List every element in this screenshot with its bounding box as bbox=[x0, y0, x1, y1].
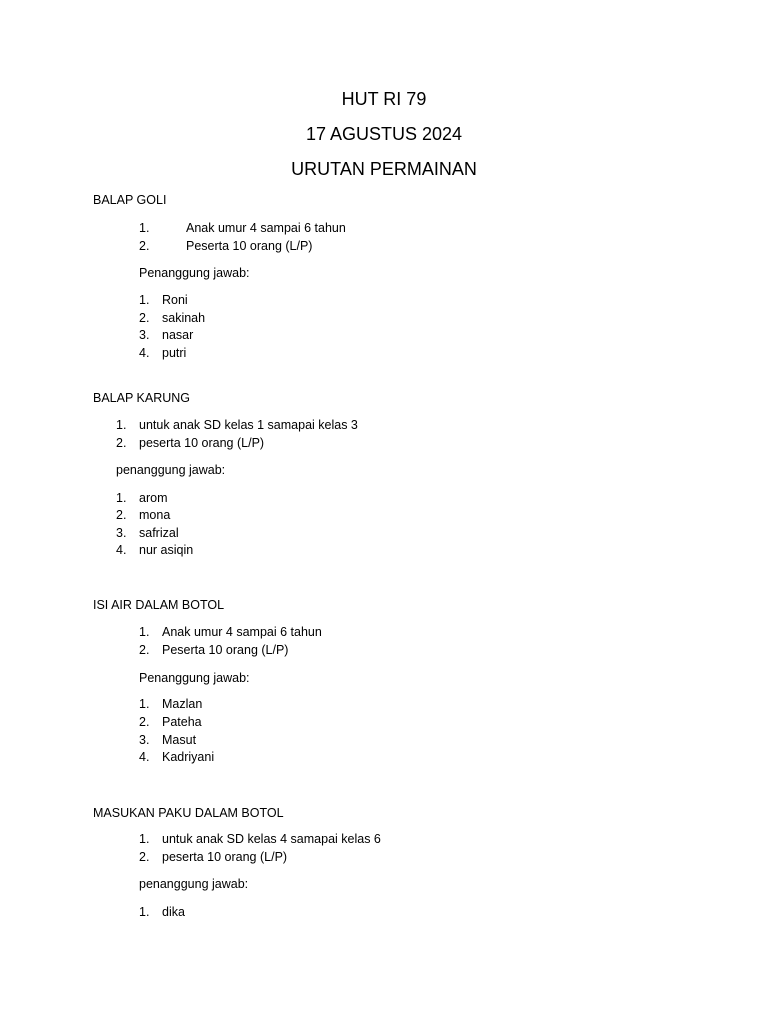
section-heading: BALAP KARUNG bbox=[93, 391, 191, 405]
responsible-number: 2. bbox=[116, 508, 127, 522]
title-date: 17 AGUSTUS 2024 bbox=[305, 124, 463, 144]
responsible-number: 1. bbox=[139, 697, 150, 711]
responsible-label: Penanggung jawab: bbox=[139, 671, 250, 685]
responsible-name: dika bbox=[162, 905, 185, 919]
rule-number: 2. bbox=[139, 239, 150, 253]
rule-text: Peserta 10 orang (L/P) bbox=[162, 643, 289, 657]
responsible-name: nur asiqin bbox=[139, 543, 194, 557]
responsible-number: 4. bbox=[139, 750, 150, 764]
responsible-name: sakinah bbox=[162, 311, 206, 325]
responsible-name: Mazlan bbox=[162, 697, 203, 711]
responsible-name: nasar bbox=[162, 328, 194, 342]
responsible-number: 4. bbox=[139, 346, 150, 360]
responsible-name: Masut bbox=[162, 733, 197, 747]
responsible-number: 2. bbox=[139, 715, 150, 729]
responsible-name: putri bbox=[162, 346, 187, 360]
rule-text: Anak umur 4 sampai 6 tahun bbox=[186, 221, 346, 235]
section-heading: MASUKAN PAKU DALAM BOTOL bbox=[93, 806, 284, 820]
rule-text: Peserta 10 orang (L/P) bbox=[186, 239, 313, 253]
responsible-number: 3. bbox=[139, 328, 150, 342]
rule-number: 2. bbox=[139, 643, 150, 657]
responsible-number: 3. bbox=[139, 733, 150, 747]
responsible-number: 1. bbox=[139, 293, 150, 307]
title-event: HUT RI 79 bbox=[341, 89, 427, 109]
responsible-name: Pateha bbox=[162, 715, 202, 729]
responsible-number: 2. bbox=[139, 311, 150, 325]
rule-text: Anak umur 4 sampai 6 tahun bbox=[162, 625, 322, 639]
rule-number: 1. bbox=[116, 418, 127, 432]
rule-text: peserta 10 orang (L/P) bbox=[139, 436, 265, 450]
title-subject: URUTAN PERMAINAN bbox=[291, 159, 477, 179]
rule-number: 2. bbox=[116, 436, 127, 450]
rule-number: 1. bbox=[139, 832, 150, 846]
responsible-label: penanggung jawab: bbox=[139, 877, 249, 891]
responsible-name: arom bbox=[139, 491, 168, 505]
rule-text: untuk anak SD kelas 4 samapai kelas 6 bbox=[162, 832, 381, 846]
responsible-name: safrizal bbox=[139, 526, 179, 540]
rule-text: peserta 10 orang (L/P) bbox=[162, 850, 288, 864]
responsible-name: Kadriyani bbox=[162, 750, 215, 764]
responsible-number: 4. bbox=[116, 543, 127, 557]
section-heading: ISI AIR DALAM BOTOL bbox=[93, 598, 225, 612]
responsible-label: Penanggung jawab: bbox=[139, 266, 250, 280]
responsible-name: mona bbox=[139, 508, 171, 522]
responsible-number: 1. bbox=[116, 491, 127, 505]
rule-number: 1. bbox=[139, 221, 150, 235]
responsible-label: penanggung jawab: bbox=[116, 463, 226, 477]
rule-text: untuk anak SD kelas 1 samapai kelas 3 bbox=[139, 418, 358, 432]
rule-number: 2. bbox=[139, 850, 150, 864]
section-heading: BALAP GOLI bbox=[93, 193, 167, 207]
responsible-name: Roni bbox=[162, 293, 188, 307]
responsible-number: 3. bbox=[116, 526, 127, 540]
rule-number: 1. bbox=[139, 625, 150, 639]
responsible-number: 1. bbox=[139, 905, 150, 919]
